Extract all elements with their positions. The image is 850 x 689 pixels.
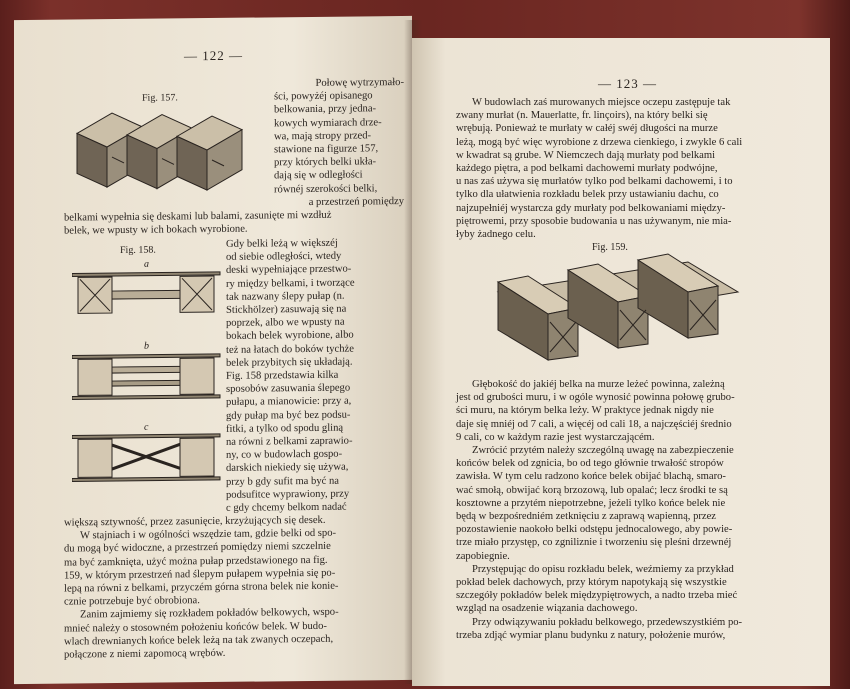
text-line: fitki, a tylko od spodu gliną <box>226 422 344 435</box>
text-line: lepą na równi z belkami, przyczém górna strona belek nie konie- <box>64 580 339 595</box>
text-line: trze miało przystęp, co zgniliznie i tworzeniu się pleśni drzewnéj <box>456 537 732 549</box>
paragraph-full-2 <box>64 513 404 662</box>
text-line: Zwrócić przytém należy szczególną uwagę na zabezpieczenie <box>472 445 734 457</box>
text-line: wrębują. Ponieważ te murłaty w całéj swéj długości na murze <box>456 123 718 135</box>
paragraph-beam-depth <box>456 378 810 642</box>
text-line: daje się mniéj od 7 cali, a więcéj od cali 18, a najczęściéj średnio <box>456 418 732 430</box>
text-line: każdego piętra, a pod belkami dachowemi murłaty podwójne, <box>456 163 718 175</box>
text-line: sposobów zasuwania ślepego <box>226 382 351 396</box>
figure-caption: Fig. 157. <box>142 92 178 104</box>
figure-caption: Fig. 159. <box>592 242 628 253</box>
text-line: pokład belek dachowych, przy którym napotykają się wszystkie <box>456 577 727 589</box>
text-line: piętrowemi, przy sposobie budowania u nas używanym, nie mia- <box>456 215 732 227</box>
paragraph-column-top <box>274 76 404 209</box>
text-line: c gdy chcemy belkom nadać <box>226 501 347 514</box>
text-line: zapobiegnie. <box>456 550 510 562</box>
text-line: deski wypełniające przestwo- <box>226 263 352 277</box>
text-line: belkami wypełnia się deskami lub balami, zasunięte mi wzdłuż <box>64 209 332 224</box>
text-line: będą w bezpośredniém zetknięciu z zaprawą wapienną, przez <box>456 511 716 523</box>
text-line: ny, co w budowlach gospo- <box>226 448 343 462</box>
text-line: leżą, mogą być więc wyrobione z drzewa cienkiego, i zwykle 6 cali <box>456 136 743 148</box>
text-line: szczegóły pokładów belek międzypiętrowych, a nadto trzeba mieć <box>456 590 738 602</box>
text-line: końców belek od zgnicia, bo od tego głównie trwałość stropów <box>456 458 724 470</box>
paragraph-full-1 <box>64 208 404 238</box>
text-line: zwany murłat (n. Mauerlatte, fr. linçoirs), na który belki się <box>456 110 708 122</box>
text-line: 159, w którym przestrzeń nad ślepym pułapem wypełnia się po- <box>64 567 336 582</box>
text-line: kowych wymiarach drze- <box>274 116 382 129</box>
text-line: większą sztywność, przez zasunięcie, krzyżujących się desek. <box>64 514 326 529</box>
figure-158c-section <box>72 432 222 488</box>
text-line: kosztowne a przytém niepotrzebne, jeżeli tylko końce belek nie <box>456 497 726 509</box>
text-line: pułapu, a mianowicie: przy a, <box>226 395 352 409</box>
figure-label: a <box>144 258 149 270</box>
text-line: tylko dla ułatwienia rozkładu belek przy ustawianiu dachu, co <box>456 189 719 201</box>
text-line: tak nazwany ślepy pułap (n. <box>226 290 345 303</box>
text-line: też na łatach do boków tychże <box>226 343 354 356</box>
text-line: poprzek, albo we wpusty na <box>226 316 345 330</box>
text-line: przy b gdy sufit ma być na <box>226 475 339 488</box>
figure-158a-section <box>72 270 222 322</box>
text-line: trzeba zdjąć wymiar planu budynku z natury, położenie murów, <box>456 629 726 641</box>
text-line: Zanim zajmiemy się rozkładem pokładów belkowych, wspo- <box>80 607 339 621</box>
text-line: belkowania, przy jedna- <box>274 103 377 116</box>
text-line: gdy pułap ma być bez podsu- <box>226 409 351 422</box>
text-line: Przystępując do opisu rozkładu belek, weźmiemy za przykład <box>472 563 734 575</box>
text-line: ry między belkami, i tworzące <box>226 277 355 290</box>
text-line: ma być zamknięta, użyć można pułap przedstawionego na fig. <box>64 554 328 569</box>
figure-label: b <box>144 340 149 352</box>
text-line: łyby żadnego celu. <box>456 229 536 241</box>
text-line: u nas zaś używa się murłatów tylko pod belkami dachowemi, i to <box>456 176 733 188</box>
text-line: Przy odwiązywaniu pokładu belkowego, przedewszystkiém po- <box>472 616 743 628</box>
right-page <box>412 38 830 686</box>
text-line: w kwadrat są grube. W Niemczech dają murłaty pod belkami <box>456 149 716 161</box>
text-line: wzgląd na osadzenie wiązania dachowego. <box>456 603 638 615</box>
figure-caption: Fig. 158. <box>120 244 156 256</box>
text-line: ści, powyżéj opisanego <box>274 90 373 103</box>
text-line: najzupełniéj wystarcza gdy murłaty pod belkowaniami między- <box>456 202 726 214</box>
text-line: bokach belek wyrobione, albo <box>226 329 354 343</box>
text-line: Gdy belki leżą w większéj <box>226 237 338 250</box>
text-line: Głębokość do jakiéj belka na murze leżeć powinna, zależną <box>472 379 725 390</box>
text-line: zawisła. W tym celu radzono końce belek obijać blachą, smaro- <box>456 471 726 483</box>
text-line: podsufitce wyprawiony, przy <box>226 488 350 501</box>
paragraph-column-mid <box>226 236 404 515</box>
text-line: belek, we wpusty w ich bokach wyrobione. <box>64 223 248 237</box>
text-line: na równi z belkami zaprawio- <box>226 435 353 448</box>
text-line: równéj szerokości belki, <box>274 182 378 195</box>
text-line: ści muru, na którym belka leży. W praktyce jednak nigdy nie <box>456 405 714 417</box>
text-line: Stickhölzer) zasuwają się na <box>226 303 347 316</box>
paragraph-murlat <box>456 96 810 241</box>
text-line: jest od grubości muru, i w ogóle wynosić powinna połowę grubo- <box>456 392 735 404</box>
text-line: od siebie odległości, wtedy <box>226 250 342 264</box>
text-line: wa, mają stropy przed- <box>274 130 372 143</box>
text-line: Połowę wytrzymało- <box>315 76 404 89</box>
text-line: połączone z niemi zapomocą wrębów. <box>64 647 226 661</box>
text-line: cznie potrzebuje być obrobiona. <box>64 595 200 608</box>
text-line: W stajniach i w ogólności wszędzie tam, gdzie belki od spo- <box>80 527 337 542</box>
left-page <box>14 16 412 684</box>
text-line: darskich niekiedy się używa, <box>226 462 349 475</box>
text-line: W budowlach zaś murowanych miejsce oczepu zastępuje tak <box>472 97 731 108</box>
text-line: wlach drewnianych końce belek leżą na tak zwanych oczepach, <box>64 633 334 648</box>
text-line: mnieć należy o stosowném położeniu końców belek. W budo- <box>64 620 327 635</box>
text-line: pozostawienie naokoło belki odstępu jednocalowego, aby powie- <box>456 524 733 536</box>
text-line: 9 cali, co w każdym razie jest wystarczającém. <box>456 431 655 443</box>
text-line: dają się w odległości <box>274 169 363 182</box>
text-line: du mogą być widoczne, a przestrzeń pomiędzy niemi szczelnie <box>64 541 331 555</box>
figure-157-beams <box>72 103 262 195</box>
text-line: przy których belki ukła- <box>274 156 377 169</box>
text-line: belek przybitych się układają. <box>226 356 353 369</box>
page-number: — 123 — <box>598 76 657 91</box>
figure-158b-section <box>72 352 222 404</box>
figure-159-beams <box>488 252 748 362</box>
text-line: wać smołą, obwijać korą brzozową, lub opalać; lecz środki te są <box>456 484 728 496</box>
text-line: stawione na figurze 157, <box>274 143 379 156</box>
figure-label: c <box>144 421 149 433</box>
text-line: a przestrzeń pomiędzy <box>308 195 404 208</box>
page-number: — 122 — <box>184 47 243 64</box>
text-line: Fig. 158 przedstawia kilka <box>226 369 339 382</box>
